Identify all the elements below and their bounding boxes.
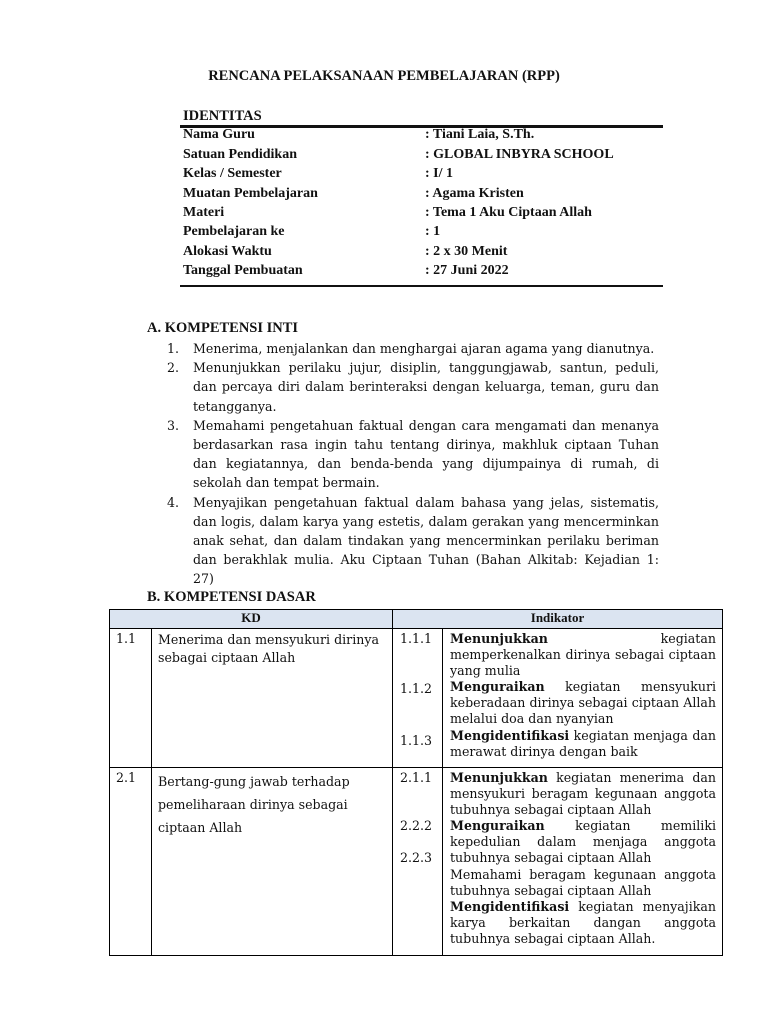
kd-line: ciptaan Allah <box>158 820 243 835</box>
indicator-verb: Mengidentifikasi <box>450 727 570 743</box>
list-item-text: Menyajikan pengetahuan faktual dalam bahasa yang jelas, sistematis, dan logis, dalam karya yang estetis, dalam gerakan yang mencerminkan anak sehat, dan dalam tindakan yang mencerminkan perilaku beriman dan berakhlak mulia. Aku Ciptaan Tuhan (Bahan Alkitab: Kejadian 1: 27) <box>193 494 659 587</box>
indicator-text: kegiatan menyajikan karya berkaitan dangan anggota tubuhnya sebagai ciptaan Allah. <box>450 898 716 946</box>
indicator-number: 2.2.2 <box>400 818 433 833</box>
identitas-value-materi: : Tema 1 Aku Ciptaan Allah <box>425 205 592 220</box>
indicator-verb: Menguraikan <box>450 679 545 695</box>
document-title: RENCANA PELAKSANAAN PEMBELAJARAN (RPP) <box>208 68 560 84</box>
kompetensi-inti-list <box>167 339 659 589</box>
table-header-row <box>110 610 723 629</box>
indicator-item <box>450 770 716 818</box>
kd-line: Bertang-gung jawab terhadap <box>158 774 350 789</box>
identitas-label-materi: Materi <box>183 205 225 220</box>
identitas-heading: IDENTITAS <box>183 108 262 124</box>
kd-line: sebagai ciptaan Allah <box>158 650 296 665</box>
indicator-text: kegiatan memiliki kepedulian dalam menjaga anggota tubuhnya sebagai ciptaan Allah <box>450 818 716 866</box>
indicator-text: Memahami beragam kegunaan anggota tubuhnya sebagai ciptaan Allah <box>450 866 716 898</box>
identitas-bottom-rule <box>180 285 663 287</box>
indicator-number: 1.1.3 <box>400 733 433 748</box>
identitas-value-tanggal-pembuatan: : 27 Juni 2022 <box>425 263 509 278</box>
list-item-number: 1. <box>167 341 180 356</box>
indicator-item <box>450 867 716 899</box>
table-row <box>110 629 723 768</box>
indicator-number: 2.2.3 <box>400 850 433 865</box>
indicator-verb: Menguraikan <box>450 818 545 834</box>
indicator-text: kegiatan menjaga dan merawat dirinya dengan baik <box>450 727 716 759</box>
indicator-number: 1.1.2 <box>400 681 433 696</box>
kd-description <box>152 768 393 956</box>
list-item <box>167 358 659 416</box>
identitas-value-satuan-pendidikan: : GLOBAL INBYRA SCHOOL <box>425 147 614 162</box>
identitas-value-pembelajaran-ke: : 1 <box>425 224 441 239</box>
list-item <box>167 493 659 589</box>
indicator-text: kegiatan mensyukuri keberadaan dirinya sebagai ciptaan Allah melalui doa dan nyanyian <box>450 679 716 727</box>
indicator-numbers <box>393 629 443 768</box>
indicator-numbers <box>393 768 443 956</box>
identitas-label-muatan-pembelajaran: Muatan Pembelajaran <box>183 186 318 201</box>
indicator-number: 1.1.1 <box>400 631 433 646</box>
indicator-text: kegiatan menerima dan mensyukuri beragam kegunaan anggota tubuhnya sebagai ciptaan Allah <box>450 770 716 818</box>
list-item-number: 3. <box>167 417 180 433</box>
indicator-item <box>450 728 716 760</box>
indicator-descriptions <box>443 629 723 768</box>
section-b-heading: B. KOMPETENSI DASAR <box>147 589 316 605</box>
list-item-number: 4. <box>167 494 180 510</box>
identitas-label-satuan-pendidikan: Satuan Pendidikan <box>183 147 297 162</box>
indicator-item <box>450 679 716 727</box>
section-a-heading: A. KOMPETENSI INTI <box>147 320 299 336</box>
indicator-number: 2.1.1 <box>400 770 433 785</box>
identitas-label-kelas-semester: Kelas / Semester <box>183 166 282 181</box>
indicator-item <box>450 818 716 866</box>
indicator-verb: Menunjukkan <box>450 770 548 785</box>
kd-number: 2.1 <box>110 768 152 956</box>
indicator-verb: Mengidentifikasi <box>450 898 570 914</box>
table-row <box>110 768 723 956</box>
list-item <box>167 416 659 493</box>
identitas-label-nama-guru: Nama Guru <box>183 127 255 142</box>
kompetensi-dasar-table <box>109 609 723 956</box>
kd-line: Menerima dan mensyukuri dirinya <box>158 632 379 647</box>
list-item-text: Menunjukkan perilaku jujur, disiplin, tanggungjawab, santun, peduli, dan percaya diri dalam berinteraksi dengan keluarga, teman, guru dan tetangganya. <box>193 360 659 414</box>
kd-description <box>152 629 393 768</box>
indicator-verb: Menunjukkan <box>450 631 548 646</box>
kd-line: pemeliharaan dirinya sebagai <box>158 797 348 812</box>
header-kd: KD <box>110 610 393 629</box>
indicator-text: kegiatan memperkenalkan dirinya sebagai ciptaan yang mulia <box>450 631 716 679</box>
list-item-number: 2. <box>167 360 180 376</box>
identitas-value-nama-guru: : Tiani Laia, S.Th. <box>425 127 535 142</box>
identitas-label-pembelajaran-ke: Pembelajaran ke <box>183 224 285 239</box>
indicator-item <box>450 631 716 679</box>
identitas-value-kelas-semester: : I/ 1 <box>425 166 453 181</box>
list-item-text: Memahami pengetahuan faktual dengan cara mengamati dan menanya berdasarkan rasa ingin tahu tentang dirinya, makhluk ciptaan Tuhan dan kegiatannya, dan benda-benda yang dijumpainya di rumah, di sekolah dan tempat bermain. <box>193 417 659 491</box>
identitas-label-alokasi-waktu: Alokasi Waktu <box>183 244 272 259</box>
kd-number: 1.1 <box>110 629 152 768</box>
indicator-descriptions <box>443 768 723 956</box>
list-item-text: Menerima, menjalankan dan menghargai ajaran agama yang dianutnya. <box>193 341 655 356</box>
header-indikator: Indikator <box>393 610 723 629</box>
identitas-value-muatan-pembelajaran: : Agama Kristen <box>425 186 524 201</box>
identitas-value-alokasi-waktu: : 2 x 30 Menit <box>425 244 508 259</box>
indicator-item <box>450 899 716 947</box>
list-item <box>167 339 659 358</box>
identitas-label-tanggal-pembuatan: Tanggal Pembuatan <box>183 263 303 278</box>
